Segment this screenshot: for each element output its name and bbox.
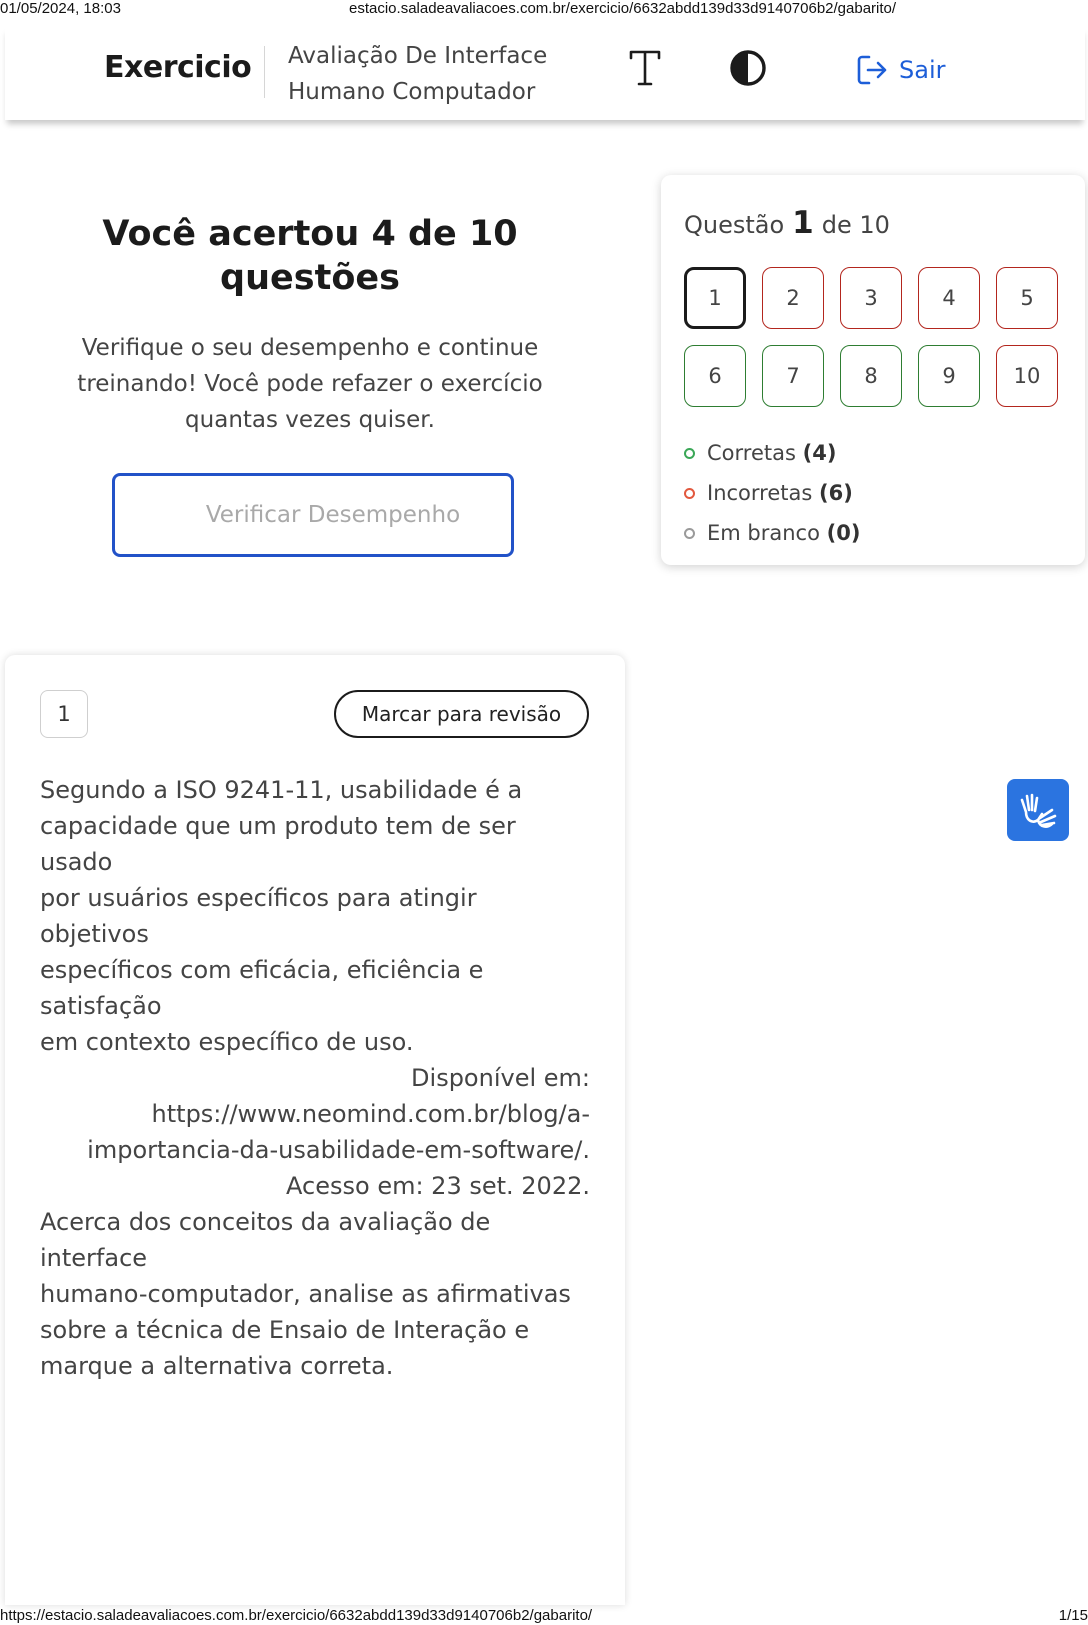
legend-label (707, 441, 836, 465)
question-prompt-line: humano-computador, analise as afirmativas (40, 1280, 571, 1308)
question-counter-prefix: Questão (684, 211, 785, 239)
question-button-6[interactable]: 6 (684, 345, 746, 407)
question-card (5, 655, 625, 1605)
sign-language-hands-icon (1016, 788, 1060, 832)
question-intro-line: capacidade que um produto tem de ser usado (40, 812, 516, 876)
legend-status-dot (684, 488, 695, 499)
legend-status-dot (684, 448, 695, 459)
logout-button[interactable] (855, 52, 945, 88)
question-button-4[interactable]: 4 (918, 267, 980, 329)
result-desc-line1: Verifique o seu desempenho e continue (81, 335, 539, 361)
brand-divider (264, 46, 265, 98)
legend-item (684, 433, 860, 473)
question-button-1[interactable]: 1 (684, 267, 746, 329)
question-source-line: https://www.neomind.com.br/blog/a- (151, 1100, 590, 1128)
legend-label-text: Corretas (707, 441, 796, 465)
legend-status-dot (684, 528, 695, 539)
question-counter (684, 205, 890, 241)
question-button-grid (684, 267, 1058, 407)
question-prompt-line: sobre a técnica de Ensaio de Interação e (40, 1316, 530, 1344)
question-button-8[interactable]: 8 (840, 345, 902, 407)
question-intro-line: em contexto específico de uso. (40, 1028, 414, 1056)
question-prompt-line: Acerca dos conceitos da avaliação de interface (40, 1208, 491, 1272)
mark-for-review-button[interactable]: Marcar para revisão (334, 690, 589, 738)
legend-label-text: Em branco (707, 521, 820, 545)
question-source-line: Disponível em: (411, 1064, 590, 1092)
question-statement (40, 772, 590, 1384)
print-date: 01/05/2024, 18:03 (0, 0, 121, 17)
course-title (288, 38, 547, 110)
question-intro-line: por usuários específicos para atingir objetivos (40, 884, 477, 948)
question-source-citation (40, 1060, 590, 1204)
legend-label (707, 521, 860, 545)
result-title-line1: Você acertou 4 de 10 (102, 214, 518, 254)
logout-icon (855, 53, 889, 87)
course-title-line1: Avaliação De Interface (288, 43, 548, 69)
top-navigation-bar (5, 26, 1085, 120)
question-button-3[interactable]: 3 (840, 267, 902, 329)
font-size-button[interactable] (625, 46, 665, 90)
question-intro-line: específicos com eficácia, eficiência e satisfação (40, 956, 484, 1020)
print-footer-url: https://estacio.saladeavaliacoes.com.br/exercicio/6632abdd139d33d9140706b2/gabarito/ (0, 1607, 593, 1624)
question-prompt (40, 1204, 590, 1384)
legend-count: (6) (819, 481, 853, 505)
print-page-number: 1/15 (1058, 1607, 1088, 1624)
result-summary (60, 212, 560, 438)
question-source-line: importancia-da-usabilidade-em-software/. (87, 1136, 590, 1164)
result-desc-line3: quantas vezes quiser. (185, 407, 435, 433)
result-desc-line2: treinando! Você pode refazer o exercício (77, 371, 543, 397)
result-description (60, 330, 560, 438)
question-counter-suffix: de 10 (821, 211, 890, 239)
legend-count: (0) (826, 521, 861, 545)
legend-item (684, 513, 860, 553)
status-legend (684, 433, 860, 553)
font-size-icon (625, 46, 665, 90)
result-title-line2: questões (220, 258, 400, 298)
logout-label: Sair (899, 56, 946, 84)
contrast-icon (728, 48, 768, 88)
question-counter-current: 1 (792, 205, 814, 241)
legend-count: (4) (802, 441, 837, 465)
print-page-url: estacio.saladeavaliacoes.com.br/exercicio/6632abdd139d33d9140706b2/gabarito/ (349, 0, 897, 17)
question-intro-line: Segundo a ISO 9241-11, usabilidade é a (40, 776, 523, 804)
question-button-10[interactable]: 10 (996, 345, 1058, 407)
question-button-5[interactable]: 5 (996, 267, 1058, 329)
question-button-7[interactable]: 7 (762, 345, 824, 407)
verify-performance-button[interactable]: Verificar Desempenho (112, 473, 514, 557)
course-title-line2: Humano Computador (288, 79, 536, 105)
brand-title: Exercicio (104, 50, 252, 85)
question-prompt-line: marque a alternativa correta. (40, 1352, 394, 1380)
question-source-line: Acesso em: 23 set. 2022. (286, 1172, 590, 1200)
legend-label (707, 481, 853, 505)
question-button-9[interactable]: 9 (918, 345, 980, 407)
legend-item (684, 473, 860, 513)
question-number-badge: 1 (40, 690, 88, 738)
sign-language-button[interactable] (1007, 779, 1069, 841)
question-navigator-panel (661, 175, 1085, 565)
result-title (60, 212, 560, 300)
question-intro (40, 772, 590, 1060)
print-header (0, 0, 1088, 22)
print-footer (0, 1601, 1088, 1623)
legend-label-text: Incorretas (707, 481, 813, 505)
contrast-button[interactable] (728, 48, 768, 88)
question-button-2[interactable]: 2 (762, 267, 824, 329)
